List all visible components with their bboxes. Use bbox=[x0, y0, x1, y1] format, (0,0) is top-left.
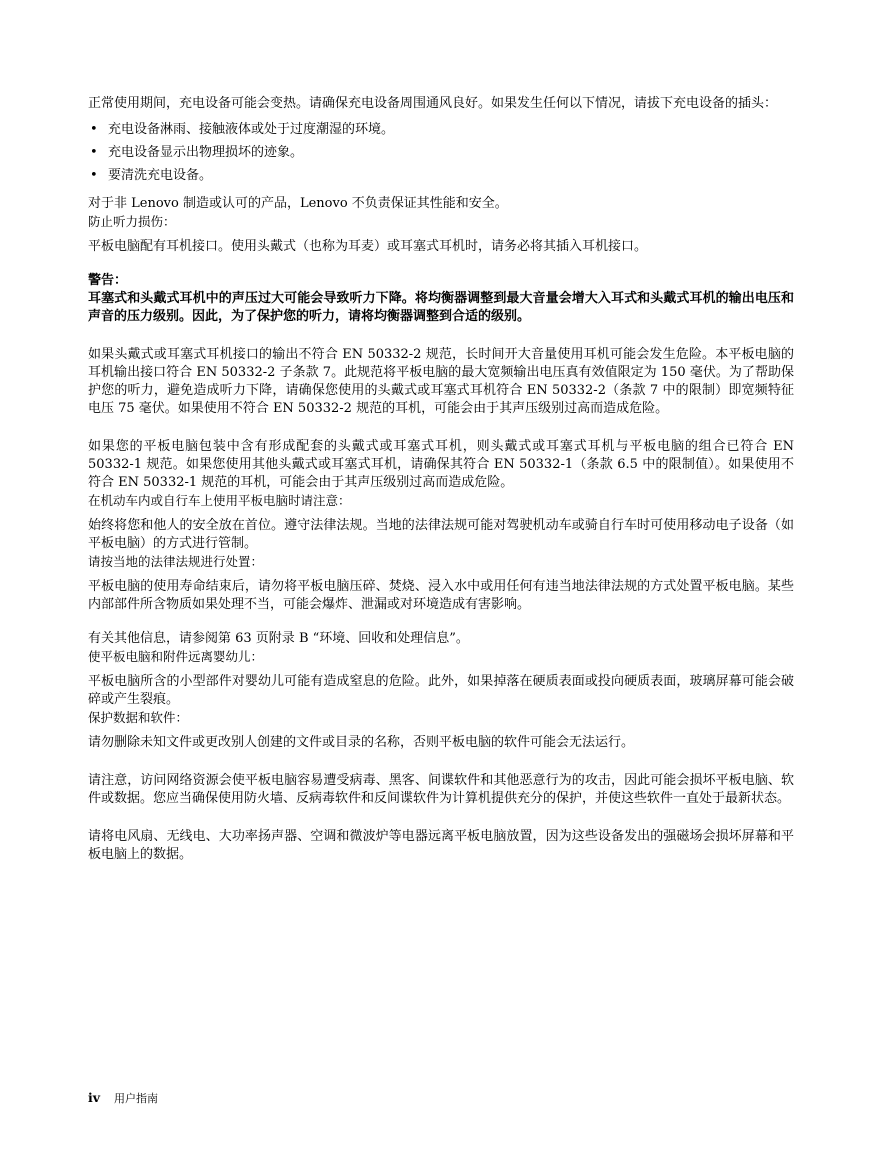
data-protection-heading: 保护数据和软件： bbox=[88, 710, 189, 725]
bullet-icon: • bbox=[90, 168, 98, 183]
document-title: 用户指南 bbox=[114, 1092, 159, 1105]
data-protection-body-3: 请将电风扇、无线电、大功率扬声器、空调和微波炉等电器远离平板电脑放置，因为这些设备发出的强磁场会损坏屏幕和平板电脑上的数据。 bbox=[88, 829, 794, 862]
vehicle-body: 始终将您和他人的安全放在首位。遵守法律法规。当地的法律法规可能对驾驶机动车或骑自行车时可使用移动电子设备（如平板电脑）的方式进行管制。 bbox=[88, 518, 794, 551]
bullet-icon: • bbox=[90, 145, 98, 160]
data-protection-body-2: 请注意，访问网络资源会使平板电脑容易遭受病毒、黑客、间谍软件和其他恶意行为的攻击，因此可能会损坏平板电脑、软件或数据。您应当确保使用防火墙、反病毒软件和反间谍软件为计算机提供充分的保护，并使这些软件一直处于最新状态。 bbox=[88, 773, 794, 806]
page-number: iv bbox=[88, 1090, 101, 1105]
hearing-paragraph-2: 如果您的平板电脑包装中含有形成配套的头戴式或耳塞式耳机，则头戴式或耳塞式耳机与平板电脑的组合已符合 EN 50332-1 规范。如果您使用其他头戴式或耳塞式耳机，请确保其符合 EN 50332-1（条款 6.5 中的限制值）。如果使用不符合 EN 50332-1 规范的耳机，可能会由于其声压级别过高而造成危险。 bbox=[88, 439, 794, 490]
hearing-body: 平板电脑配有耳机接口。使用头戴式（也称为耳麦）或耳塞式耳机时，请务必将其插入耳机接口。 bbox=[88, 239, 648, 254]
page-footer bbox=[88, 1090, 158, 1107]
hearing-heading: 防止听力损伤： bbox=[88, 214, 176, 229]
disposal-more-info: 有关其他信息，请参阅第 63 页附录 B “环境、回收和处理信息”。 bbox=[88, 631, 469, 646]
hearing-paragraph-1: 如果头戴式或耳塞式耳机接口的输出不符合 EN 50332-2 规范，长时间开大音量使用耳机可能会发生危险。本平板电脑的耳机输出接口符合 EN 50332-2 子条款 7。此规范将平板电脑的最大宽频输出电压真有效值限定为 150 毫伏。为了帮助保护您的听力，避免造成听力下降，请确保您使用的头戴式或耳塞式耳机符合 EN 50332-2（条款 7 中的限制）即宽频特征电压 75 毫伏。如果使用不符合 EN 50332-2 规范的耳机，可能会由于其声压级别过高而造成危险。 bbox=[88, 347, 794, 416]
data-protection-body-1: 请勿删除未知文件或更改别人创建的文件或目录的名称，否则平板电脑的软件可能会无法运行。 bbox=[88, 735, 635, 750]
disposal-body: 平板电脑的使用寿命结束后，请勿将平板电脑压碎、焚烧、浸入水中或用任何有违当地法律法规的方式处置平板电脑。某些内部部件所含物质如果处理不当，可能会爆炸、泄漏或对环境造成有害影响。 bbox=[88, 579, 794, 612]
children-heading: 使平板电脑和附件远离婴幼儿： bbox=[88, 649, 264, 664]
intro-paragraph: 正常使用期间，充电设备可能会变热。请确保充电设备周围通风良好。如果发生任何以下情况，请拔下充电设备的插头： bbox=[88, 96, 778, 111]
children-body: 平板电脑所含的小型部件对婴幼儿可能有造成窒息的危险。此外，如果掉落在硬质表面或投向硬质表面，玻璃屏幕可能会破碎或产生裂痕。 bbox=[88, 674, 794, 707]
lenovo-note: 对于非 Lenovo 制造或认可的产品，Lenovo 不负责保证其性能和安全。 bbox=[88, 196, 508, 211]
disposal-heading: 请按当地的法律法规进行处置： bbox=[88, 554, 264, 569]
list-item: • 要清洗充电设备。 bbox=[90, 168, 213, 183]
warning-label: 警告： bbox=[88, 273, 128, 288]
bullet-icon: • bbox=[90, 122, 98, 137]
list-item: • 充电设备显示出物理损坏的迹象。 bbox=[90, 145, 304, 160]
vehicle-heading: 在机动车内或自行车上使用平板电脑时请注意： bbox=[88, 493, 351, 508]
page-content bbox=[88, 95, 794, 864]
condition-list bbox=[88, 121, 794, 185]
warning-text: 耳塞式和头戴式耳机中的声压过大可能会导致听力下降。将均衡器调整到最大音量会增大入耳式和头戴式耳机的输出电压和声音的压力级别。因此，为了保护您的听力，请将均衡器调整到合适的级别。 bbox=[88, 291, 794, 324]
list-item: • 充电设备淋雨、接触液体或处于过度潮湿的环境。 bbox=[90, 122, 395, 137]
